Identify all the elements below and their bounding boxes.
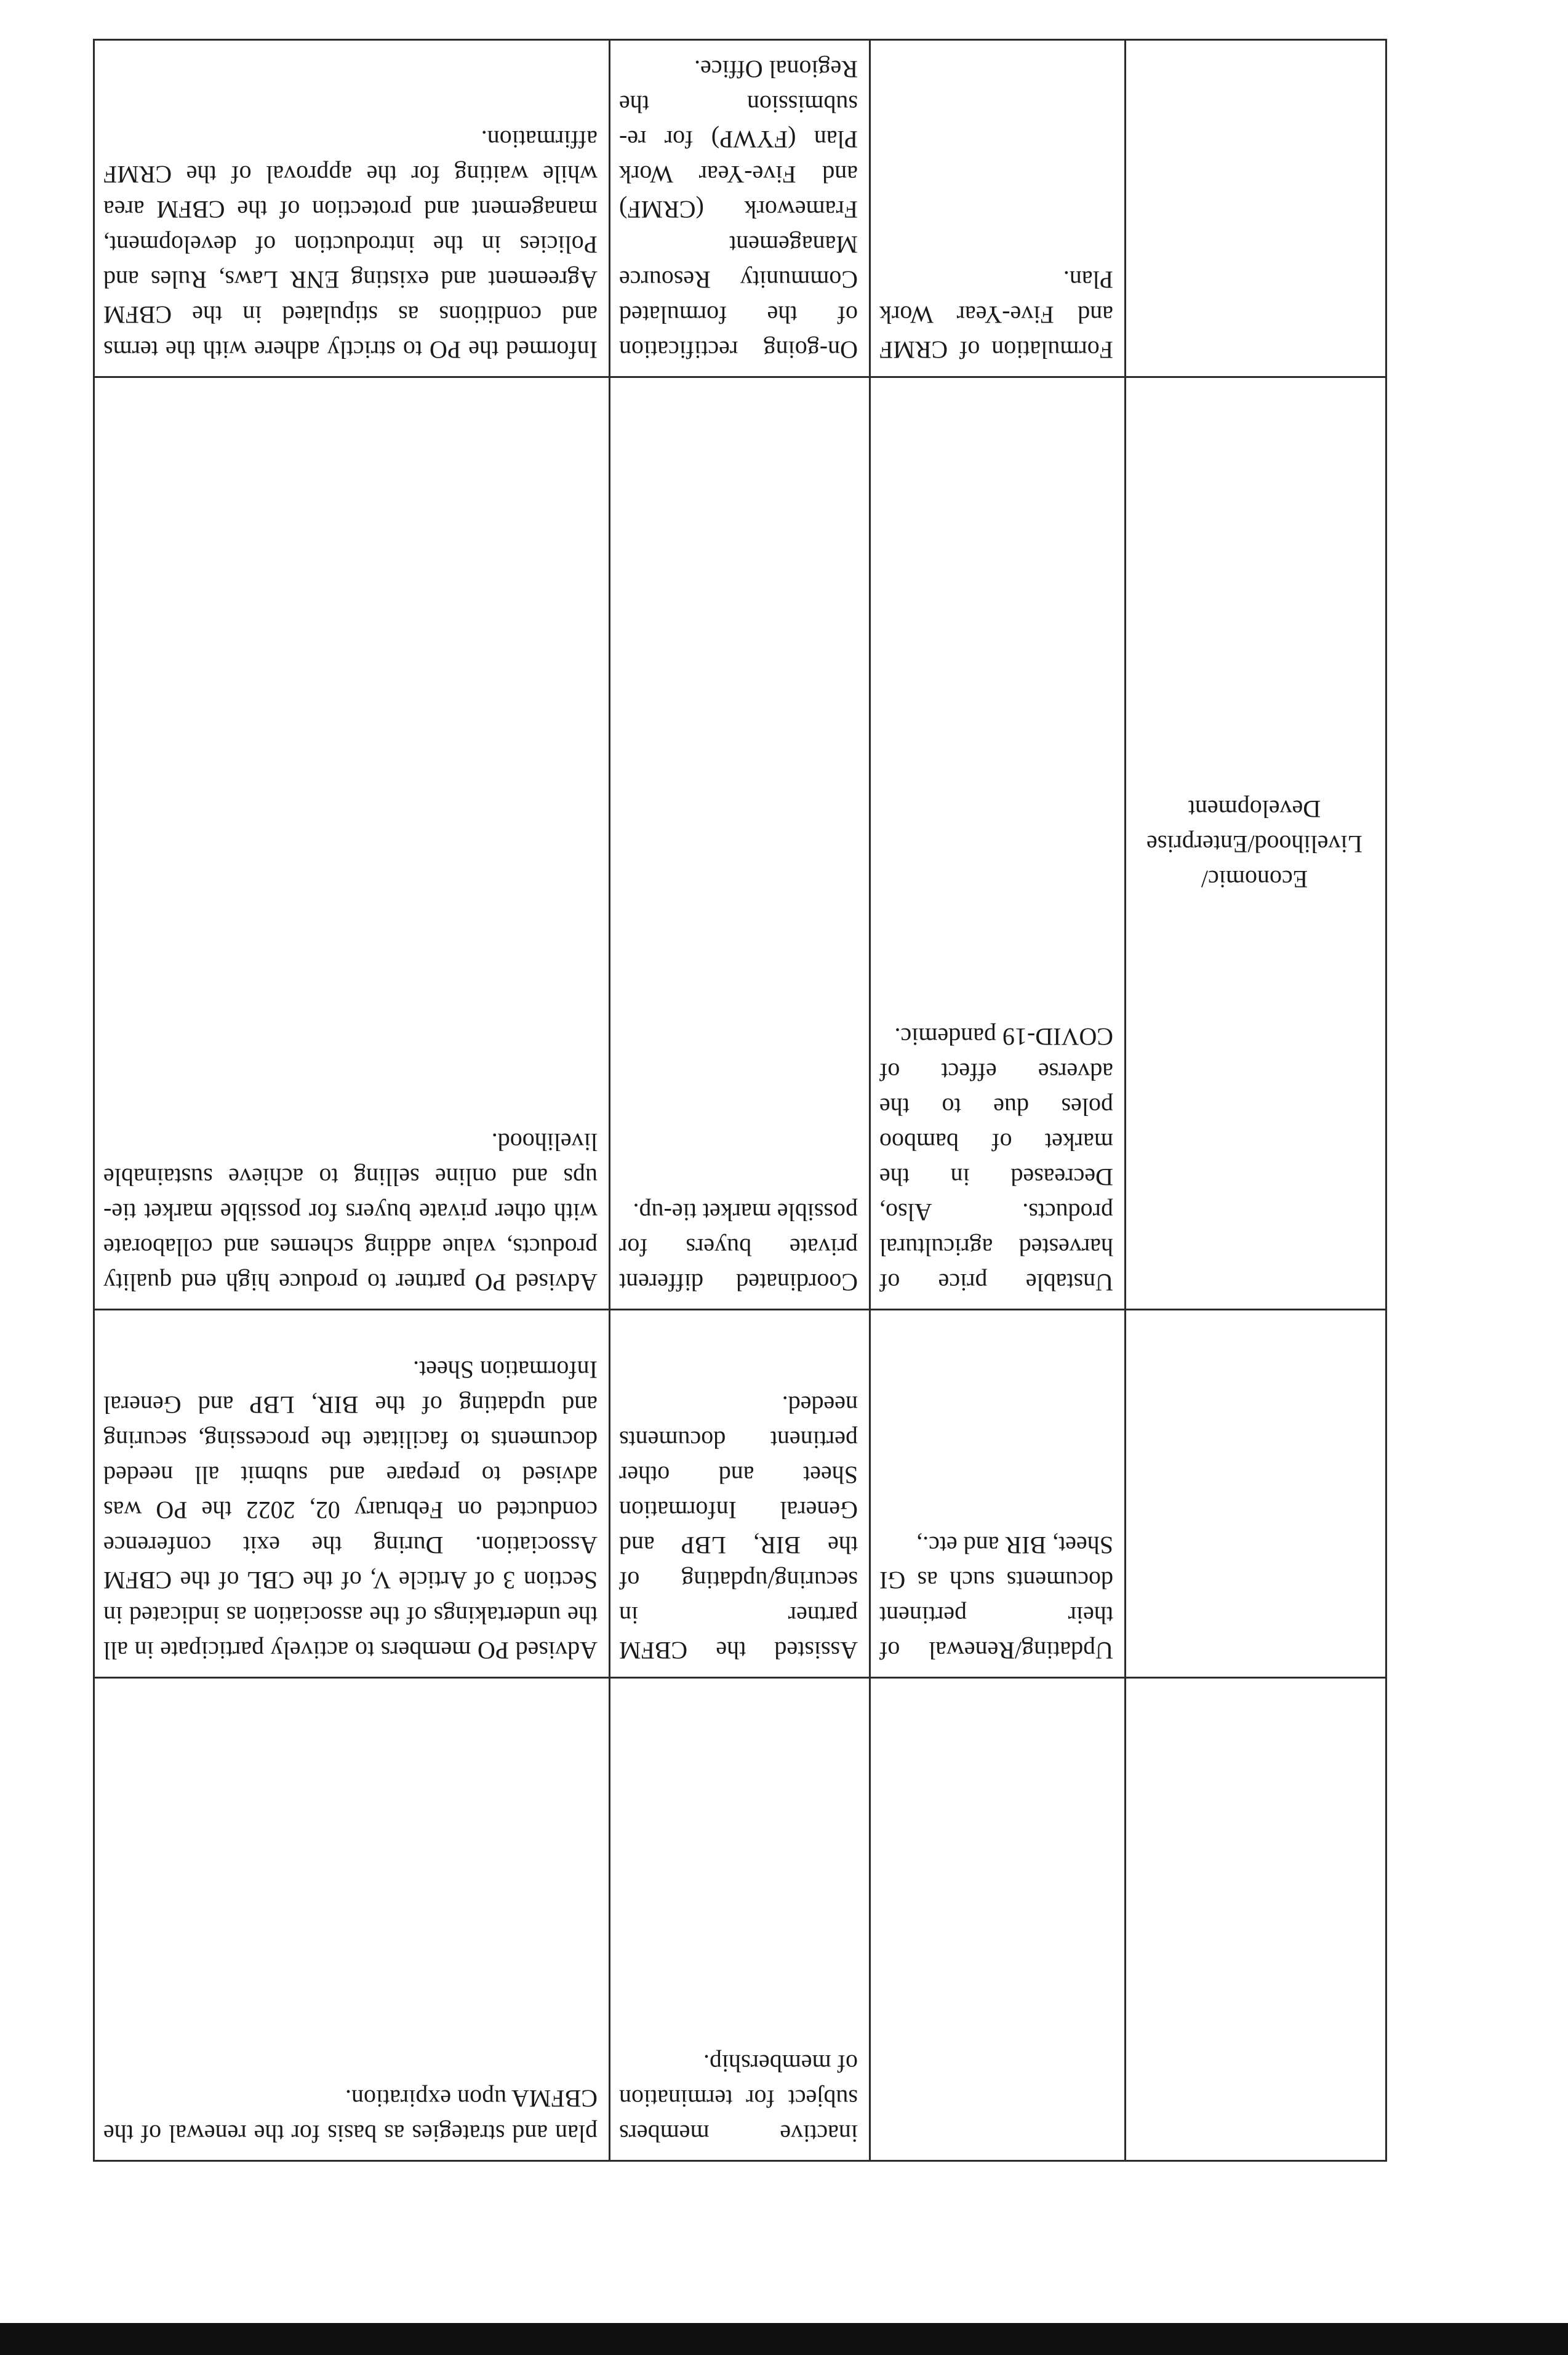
issue-cell: Unstable price of harvested agricultural products. Also, Decreased in the market of bamboo poles due to the adverse effect of COVID-19 pandemic. bbox=[870, 377, 1126, 1310]
table-row bbox=[94, 1310, 1386, 1678]
recommendation-cell: Advised PO members to actively participate in all the undertakings of the association as indicated in Section 3 of Article V, of the CBL of the CBFM Association. During the exit conference conducted on February 02, 2022 the PO was advised to prepare and submit all needed documents to facilitate the processing, securing and updating of the BIR, LBP and General Information Sheet. bbox=[94, 1310, 610, 1678]
table-row bbox=[94, 1678, 1386, 2161]
area-cell bbox=[1126, 40, 1386, 377]
issue-cell: Updating/Renewal of their pertinent documents such as GI Sheet, BIR and etc., bbox=[870, 1310, 1126, 1678]
issue-cell: Formulation of CRMF and Five-Year Work Plan. bbox=[870, 40, 1126, 377]
action-cell: Coordinated different private buyers for possible market tie-up. bbox=[610, 377, 870, 1310]
action-cell: Assisted the CBFM partner in securing/updating of the BIR, LBP and General Information Sheet and other pertinent documents needed. bbox=[610, 1310, 870, 1678]
table-row bbox=[94, 40, 1386, 377]
recommendation-cell: plan and strategies as basis for the renewal of the CBFMA upon expiration. bbox=[94, 1678, 610, 2161]
area-cell bbox=[1126, 1310, 1386, 1678]
action-cell: inactive members subject for termination of membership. bbox=[610, 1678, 870, 2161]
table-row bbox=[94, 377, 1386, 1310]
area-cell bbox=[1126, 1678, 1386, 2161]
recommendation-cell: Informed the PO to strictly adhere with the terms and conditions as stipulated in the CBFM Agreement and existing ENR Laws, Rules and Policies in the introduction of development, management and protection of the CBFM area while waiting for the approval of the CRMF affirmation. bbox=[94, 40, 610, 377]
issue-cell bbox=[870, 1678, 1126, 2161]
recommendation-cell: Advised PO partner to produce high end quality products, value adding schemes and collaborate with other private buyers for possible market tie-ups and online selling to achieve sustainable livelihood. bbox=[94, 377, 610, 1310]
report-table bbox=[93, 39, 1387, 2162]
action-cell: On-going rectification of the formulated Community Resource Management Framework (CRMF) and Five-Year Work Plan (FYWP) for re-submission the Regional Office. bbox=[610, 40, 870, 377]
area-cell: Economic/ Livelihood/Enterprise Development bbox=[1126, 377, 1386, 1310]
